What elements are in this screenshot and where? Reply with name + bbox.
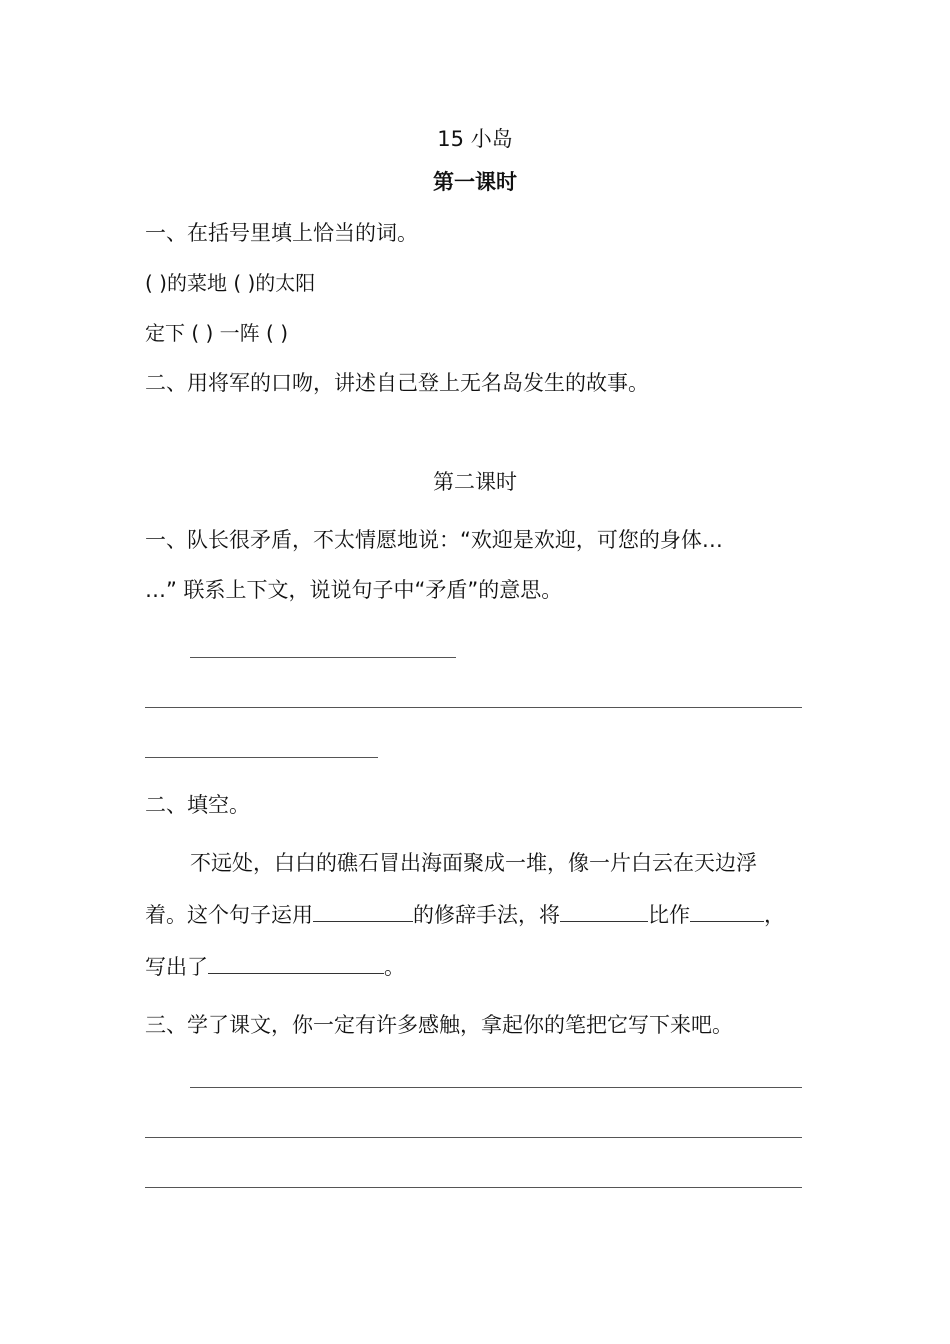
answer-line[interactable]	[145, 1187, 802, 1188]
lesson2-heading: 第二课时	[433, 470, 517, 494]
answer-line[interactable]	[145, 1137, 802, 1138]
page-title: 15 小岛	[437, 127, 513, 151]
lesson1-question-1: 一、在括号里填上恰当的词。	[145, 221, 418, 245]
paragraph-text: ，	[764, 903, 785, 927]
fill-blank[interactable]	[313, 903, 413, 922]
lesson2-question-1-line-2: …” 联系上下文，说说句子中“矛盾”的意思。	[145, 578, 563, 602]
paragraph-line-3	[145, 954, 405, 980]
answer-line[interactable]	[145, 757, 378, 758]
lesson1-question-2: 二、用将军的口吻，讲述自己登上无名岛发生的故事。	[145, 371, 649, 395]
paragraph-line-2	[145, 902, 785, 928]
paragraph-text: 。	[384, 955, 405, 979]
paragraph-text: 着。这个句子运用	[145, 903, 313, 927]
answer-line[interactable]	[190, 657, 456, 658]
fill-blank[interactable]	[208, 955, 384, 974]
lesson2-question-2: 二、填空。	[145, 793, 250, 817]
paragraph-text: 比作	[648, 903, 690, 927]
answer-line[interactable]	[145, 707, 802, 708]
lesson1-fill-row-1: ( )的菜地 ( )的太阳	[145, 271, 316, 295]
lesson1-fill-row-2: 定下 ( ) 一阵 ( )	[145, 321, 288, 345]
paragraph-text: 的修辞手法，将	[413, 903, 560, 927]
paragraph-line-1: 不远处，白白的礁石冒出海面聚成一堆，像一片白云在天边浮	[190, 851, 757, 875]
fill-blank[interactable]	[560, 903, 648, 922]
lesson1-heading: 第一课时	[433, 170, 517, 194]
paragraph-text: 写出了	[145, 955, 208, 979]
lesson2-question-3: 三、学了课文，你一定有许多感触，拿起你的笔把它写下来吧。	[145, 1013, 733, 1037]
lesson2-question-1-line-1: 一、队长很矛盾，不太情愿地说：“欢迎是欢迎，可您的身体…	[145, 528, 723, 552]
fill-blank[interactable]	[690, 903, 764, 922]
answer-line[interactable]	[190, 1087, 802, 1088]
